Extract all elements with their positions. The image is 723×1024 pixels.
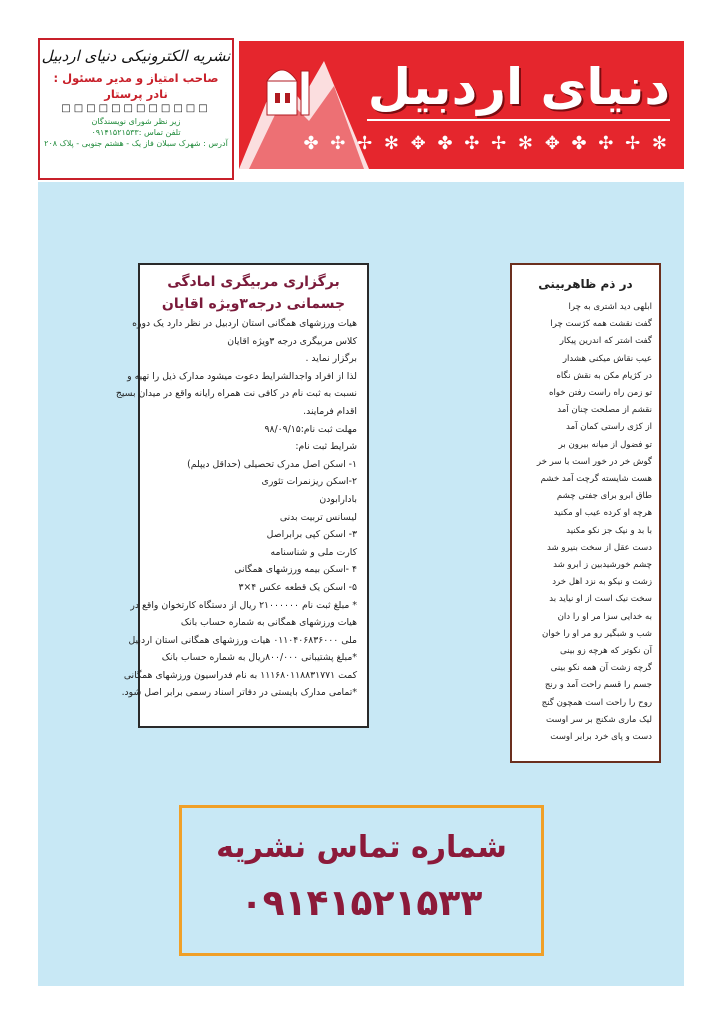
announcement-line: کارت ملی و شناسنامه <box>270 546 357 558</box>
announcement-line: ۵- اسکن یک قطعه عکس ۴×۳ <box>238 581 357 593</box>
poem-line: چشم خورشیدبین ز ابرو شد <box>553 560 652 571</box>
masthead-decoration: ✻ ✢ ✣ ✤ ✥ ✻ ✢ ✣ ✤ ✥ ✻ ✢ ✣ ✤ <box>303 133 670 154</box>
poem-line: شب و شبگیر رو مر او را خوان <box>542 628 652 639</box>
poem-line: نقشم از مصلحت چنان آمد <box>557 405 652 416</box>
poem-line: هست شایسته گرچت آمد خشم <box>540 474 652 485</box>
poem-line: گفت اشتر که اندرین پیکار <box>559 336 652 347</box>
poem-body <box>519 299 652 746</box>
publisher-info-box <box>38 38 234 180</box>
announcement-line: ملی ۰۱۱۰۴۰۶۸۳۶۰۰۰ هیات ورزشهای همگانی استان اردبیل <box>128 634 357 646</box>
poem-line: آن نکوتر که هرچه زو بینی <box>559 646 652 657</box>
poem-line: ابلهی دید اشتری به چرا <box>568 302 652 312</box>
poem-line: در کژیام مکن به نقش نگاه <box>556 370 652 381</box>
contact-label: شماره تماس نشریه <box>216 830 507 865</box>
poem-card <box>510 263 661 763</box>
announcement-line: بادارابودن <box>319 493 357 505</box>
masthead-title: دنیای اردبیل <box>367 58 670 116</box>
poem-line: دست و پای خرد برابر اوست <box>550 732 652 743</box>
announcement-line: برگزار نماید . <box>305 353 357 365</box>
poem-line: گوش خر در خور است با سر خر <box>536 456 652 467</box>
announcement-title: برگزاری مربیگری امادگی جسمانی درجه۳ویژه اقایان <box>161 274 346 312</box>
announcement-card <box>115 263 369 728</box>
announcement-line: هیات ورزشهای همگانی استان اردبیل در نظر دارد یک دوره <box>132 318 357 329</box>
info-address: آدرس : شهرک سبلان فاز یک - هشتم جنوبی - پلاک ۲۰۸ <box>44 139 228 148</box>
poem-line: سخت نیک است از او نیاید بد <box>549 594 652 605</box>
poem-line: جسم را قسم راحت آمد و رنج <box>544 680 652 691</box>
publication-name: نشریه الکترونیکی دنیای اردبیل <box>41 47 231 65</box>
announcement-line: شرایط ثبت نام: <box>295 441 357 453</box>
announcement-line: کلاس مربیگری درجه ۳ویژه اقایان <box>227 335 357 347</box>
announcement-line: ۴ -اسکن بیمه ورزشهای همگانی <box>234 564 357 576</box>
poem-line: عیب نقاش میکنی هشدار <box>562 353 652 364</box>
poem-line: با بد و نیک جز نکو مکنید <box>566 525 652 536</box>
announcement-body <box>115 315 357 702</box>
announcement-line: ۳- اسکن کپی برابراصل <box>266 529 357 541</box>
announcement-line: لیسانس تربیت بدنی <box>279 511 357 523</box>
announcement-line: هیات ورزشهای همگانی به شماره حساب بانک <box>180 617 357 629</box>
poem-line: گفت نقشت همه کژست چرا <box>550 319 652 330</box>
poem-line: هرچه او کرده عیب او مکنید <box>553 508 652 519</box>
contact-phone-number: ۰۹۱۴۱۵۲۱۵۳۳ <box>240 883 483 924</box>
poem-line: دست عقل از سخت بنیرو شد <box>546 542 652 553</box>
announcement-line: ۲-اسکن ریزنمرات تئوری <box>261 476 357 488</box>
announcement-line: کمت ۱۱۱۶۸۰۱۱۸۸۳۱۷۷۱ به نام فدراسیون ورزشهای همگانی <box>123 669 357 681</box>
owner-name: نادر پرستار <box>104 87 168 101</box>
announcement-line: *تمامی مدارک بایستی در دفاتر اسناد رسمی برابر اصل شود. <box>121 687 357 699</box>
announcement-line: مهلت ثبت نام:۹۸/۰۹/۱۵ <box>264 423 357 435</box>
poem-line: طاق ابرو برای جفتی چشم <box>556 491 652 502</box>
poem-line: روح را راحت است همچون گنج <box>541 697 652 708</box>
announcement-line: لذا از افراد واجدالشرایط دعوت میشود مدارک ذیل را تهیه و <box>127 370 357 382</box>
poem-line: گرچه زشت آن همه نکو بینی <box>550 663 652 674</box>
announcement-line: * مبلغ ثبت نام ۲۱۰۰۰۰۰۰ ریال از دستگاه کارتخوان واقع در <box>130 599 357 611</box>
owner-role-label: صاحب امتیاز و مدیر مسئول : <box>53 71 219 85</box>
poem-line: لیک ماری شکنج بر سر اوست <box>546 714 652 725</box>
announcement-line: اقدام فرمایند. <box>303 405 357 417</box>
poem-line: تو زمن راه راست رفتن خواه <box>548 388 652 399</box>
poem-line: تو فضول از میانه بیرون بر <box>558 439 652 450</box>
poem-title: در ذم ظاهربینی <box>538 277 633 291</box>
masthead-banner <box>239 41 684 169</box>
contact-box <box>179 805 544 956</box>
info-line: زیر نظر شورای نویسندگان <box>91 117 181 126</box>
announcement-line: ۱- اسکن اصل مدرک تحصیلی (حداقل دیپلم) <box>187 458 357 470</box>
placeholder-glyphs: □□□□□□□□□□□□ <box>61 103 211 114</box>
poem-line: به خدایی سزا مر او را دان <box>557 611 652 622</box>
masthead-divider <box>367 119 670 121</box>
announcement-line: *مبلغ پشتیبانی ۸۰۰/۰۰۰ریال به شماره حساب بانک <box>161 652 357 664</box>
poem-line: زشت و نیکو به نزد اهل خرد <box>552 577 652 588</box>
poem-line: از کژی راستی کمان آمد <box>565 422 652 433</box>
info-phone: تلفن تماس :۰۹۱۴۱۵۲۱۵۳۳ <box>91 128 181 137</box>
announcement-line: نسبت به ثبت نام در کافی نت همراه رایانه واقع در میدان بسیج <box>115 388 357 400</box>
